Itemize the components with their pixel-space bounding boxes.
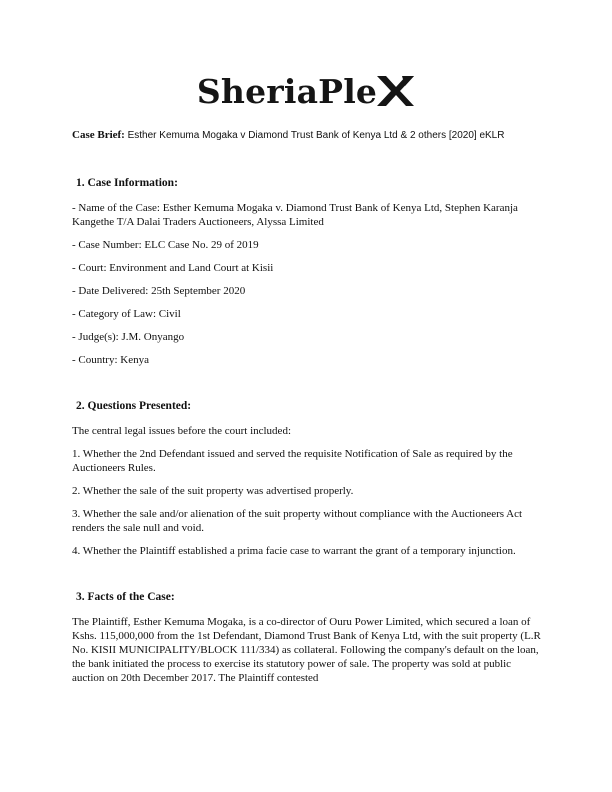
case-brief-label: Case Brief:	[72, 129, 125, 141]
logo-wordmark	[196, 71, 415, 111]
case-info-country: - Country: Kenya	[72, 354, 149, 366]
case-info-judge: - Judge(s): J.M. Onyango	[72, 331, 185, 343]
questions-presented-section	[72, 399, 542, 558]
case-info-number: - Case Number: ELC Case No. 29 of 2019	[72, 239, 259, 251]
question-item: 4. Whether the Plaintiff established a prima facie case to warrant the grant of a temporary injunction.	[72, 545, 516, 557]
case-info-court: - Court: Environment and Land Court at Kisii	[72, 262, 274, 274]
questions-intro: The central legal issues before the court included:	[72, 425, 291, 437]
case-brief-line	[72, 128, 542, 143]
question-item: 3. Whether the sale and/or alienation of the suit property without compliance with the Auctioneers Act renders the sale null and void.	[72, 508, 523, 534]
logo-x-mark-icon	[375, 74, 415, 108]
logo-text: SheriaPle	[196, 71, 378, 111]
facts-section	[72, 590, 542, 685]
sheriaplex-logo	[0, 71, 612, 124]
case-info-name: - Name of the Case: Esther Kemuma Mogaka v. Diamond Trust Bank of Kenya Ltd, Stephen Karanja Kangethe T/A Dalai Traders Auctioneers, Alyssa Limited	[72, 202, 518, 228]
questions-presented-heading: 2. Questions Presented:	[76, 400, 192, 412]
facts-paragraph: The Plaintiff, Esther Kemuma Mogaka, is a co-director of Ouru Power Limited, which secured a loan of Kshs. 115,000,000 from the 1st Defendant, Diamond Trust Bank of Kenya Ltd, with the suit property (L.R No. KISII MUNICIPALITY/BLOCK 111/334) as collateral. Following the company's default on the loan, the bank initiated the process to exercise its statutory power of sale. The property was sold at public auction on 20th December 2017. The Plaintiff contested	[72, 616, 541, 684]
facts-heading: 3. Facts of the Case:	[76, 591, 175, 603]
case-information-heading: 1. Case Information:	[76, 177, 178, 189]
document-body	[72, 128, 542, 694]
question-item: 1. Whether the 2nd Defendant issued and served the requisite Notification of Sale as required by the Auctioneers Rules.	[72, 448, 513, 474]
case-information-section	[72, 176, 542, 367]
case-brief-title: Esther Kemuma Mogaka v Diamond Trust Bank of Kenya Ltd & 2 others [2020] eKLR	[127, 130, 505, 141]
question-item: 2. Whether the sale of the suit property was advertised properly.	[72, 485, 354, 497]
case-info-category: - Category of Law: Civil	[72, 308, 181, 320]
case-info-date: - Date Delivered: 25th September 2020	[72, 285, 246, 297]
